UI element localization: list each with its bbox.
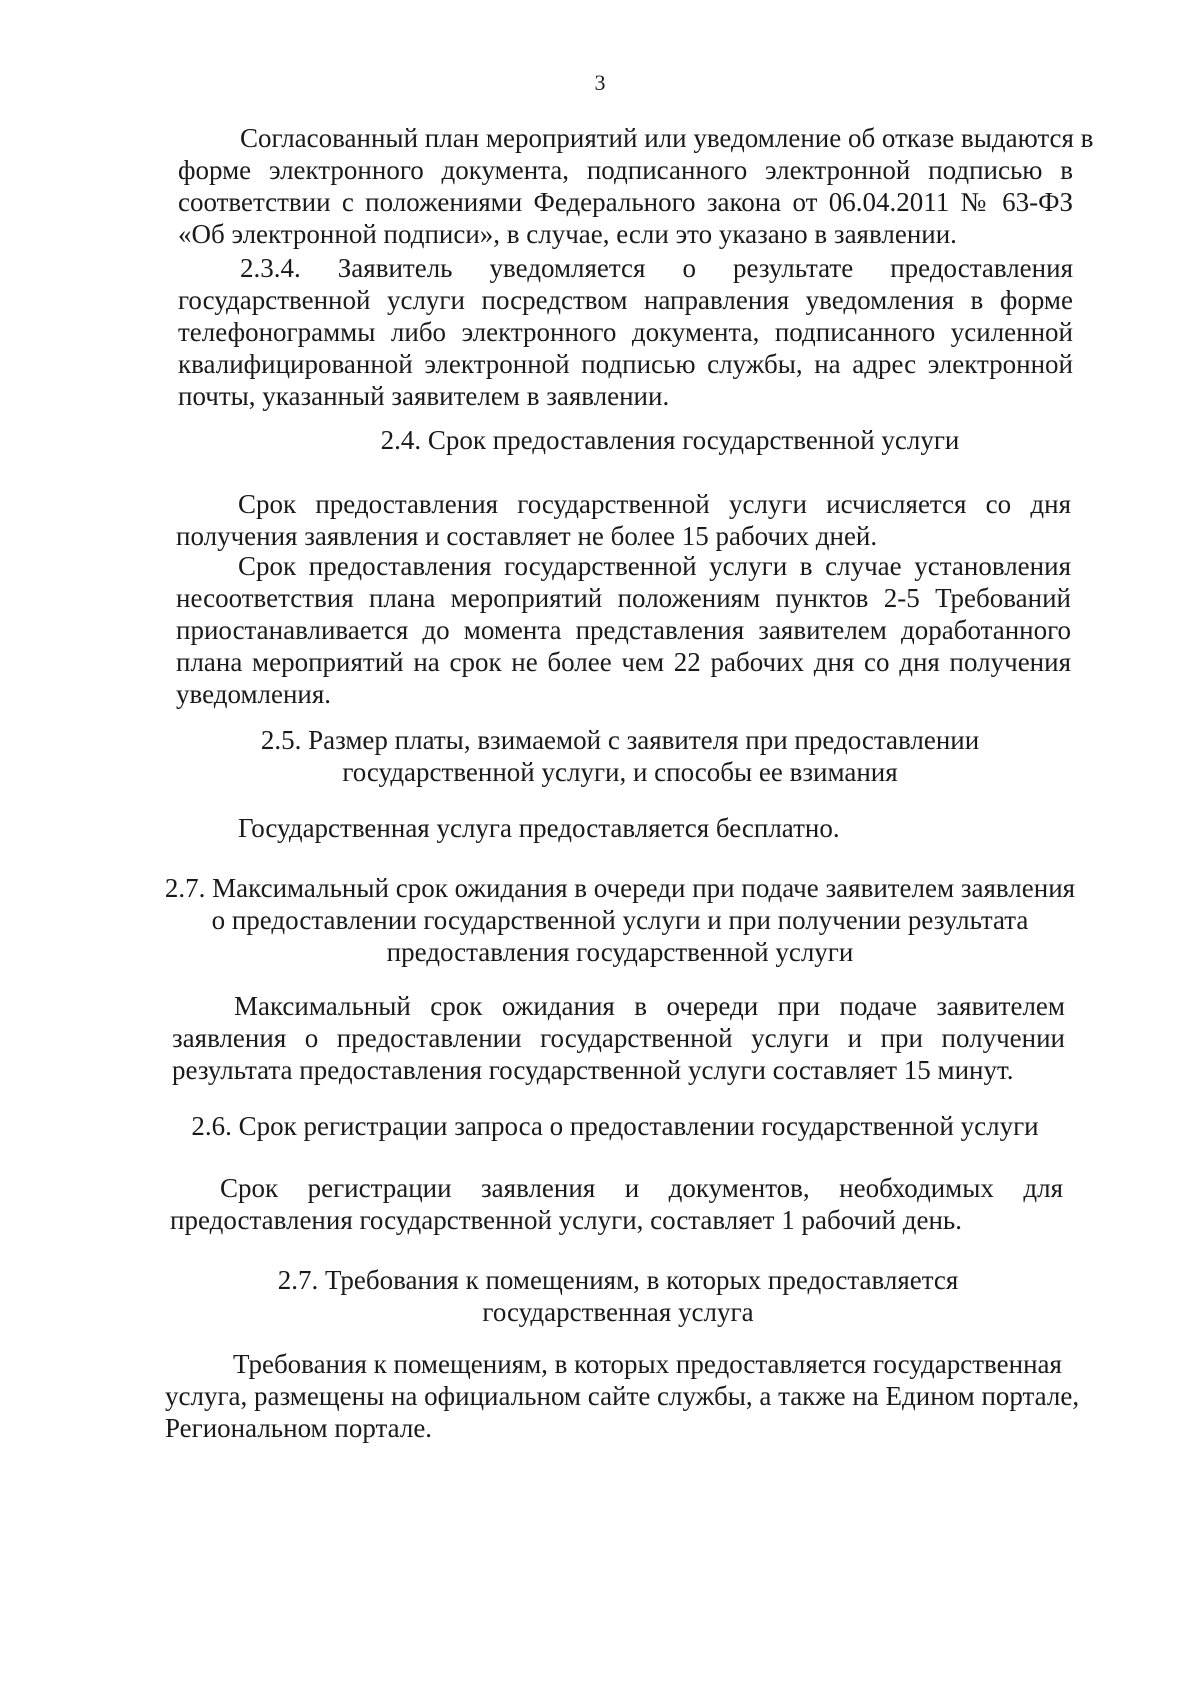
paragraph-registration bbox=[170, 1172, 1063, 1236]
heading-2-4 bbox=[170, 424, 1170, 456]
text-line: заявления о предоставлении государственной услуги и при получении bbox=[172, 1023, 1065, 1053]
paragraph-premises bbox=[165, 1348, 1080, 1444]
text-line: квалифицированной электронной подписью службы, на адрес электронной bbox=[178, 349, 1073, 379]
text-line: «Об электронной подписи», в случае, если это указано в заявлении. bbox=[178, 219, 957, 249]
text-line: государственной услуги посредством направления уведомления в форме bbox=[178, 285, 1073, 315]
text-line: Срок предоставления государственной услуги исчисляется со дня bbox=[238, 489, 1071, 519]
text-line: Государственная услуга предоставляется бесплатно. bbox=[238, 813, 840, 843]
heading-2-6 bbox=[115, 1110, 1115, 1142]
paragraph-queue-time bbox=[172, 990, 1065, 1086]
text-line: 2.3.4. Заявитель уведомляется о результате предоставления bbox=[240, 253, 1073, 283]
heading-line: 2.5. Размер платы, взимаемой с заявителя при предоставлении bbox=[260, 725, 980, 755]
heading-line: 2.7. Требования к помещениям, в которых предоставляется bbox=[277, 1265, 959, 1295]
paragraph-signed-plan bbox=[178, 122, 1094, 250]
paragraph-2-3-4 bbox=[178, 252, 1073, 412]
heading-line: о предоставлении государственной услуги и при получении результата bbox=[211, 905, 1029, 935]
text-line: результата предоставления государственной услуги составляет 15 минут. bbox=[172, 1055, 1014, 1085]
heading-line: 2.7. Максимальный срок ожидания в очереди при подаче заявителем заявления bbox=[164, 873, 1076, 903]
heading-line: государственной услуги, и способы ее взимания bbox=[342, 757, 898, 787]
paragraph-free bbox=[238, 812, 1073, 844]
text-line: приостанавливается до момента представления заявителем доработанного bbox=[176, 615, 1071, 645]
text-line: соответствии с положениями Федерального закона от 06.04.2011 № 63-ФЗ bbox=[178, 187, 1073, 217]
text-line: получения заявления и составляет не более 15 рабочих дней. bbox=[176, 521, 878, 551]
heading-2-5 bbox=[120, 724, 1120, 788]
heading-line: предоставления государственной услуги bbox=[386, 937, 854, 967]
paragraph-suspension bbox=[176, 550, 1071, 710]
text-line: несоответствия плана мероприятий положениям пунктов 2-5 Требований bbox=[176, 583, 1071, 613]
text-line: Срок предоставления государственной услуги в случае установления bbox=[238, 551, 1071, 581]
text-line: телефонограммы либо электронного документа, подписанного усиленной bbox=[178, 317, 1073, 347]
text-line: Согласованный план мероприятий или уведомление об отказе выдаются в bbox=[240, 123, 1094, 153]
heading-line: 2.6. Срок регистрации запроса о предоставлении государственной услуги bbox=[191, 1111, 1039, 1141]
page-number: 3 bbox=[594, 70, 606, 95]
text-line: Срок регистрации заявления и документов, необходимых для bbox=[220, 1173, 1063, 1203]
text-line: Региональном портале. bbox=[165, 1413, 433, 1443]
text-line: предоставления государственной услуги, составляет 1 рабочий день. bbox=[170, 1205, 962, 1235]
text-line: уведомления. bbox=[176, 679, 332, 709]
heading-line: 2.4. Срок предоставления государственной услуги bbox=[380, 425, 960, 455]
text-line: Требования к помещениям, в которых предоставляется государственная bbox=[233, 1349, 1062, 1379]
text-line: форме электронного документа, подписанного электронной подписью в bbox=[178, 155, 1073, 185]
heading-line: государственная услуга bbox=[482, 1297, 754, 1327]
heading-2-7-queue bbox=[120, 872, 1120, 968]
text-line: почты, указанный заявителем в заявлении. bbox=[178, 381, 670, 411]
heading-2-7-premises bbox=[118, 1264, 1118, 1328]
paragraph-term bbox=[176, 488, 1071, 552]
text-line: услуга, размещены на официальном сайте службы, а также на Едином портале, bbox=[165, 1381, 1080, 1411]
text-line: плана мероприятий на срок не более чем 22 рабочих дня со дня получения bbox=[176, 647, 1071, 677]
text-line: Максимальный срок ожидания в очереди при подаче заявителем bbox=[234, 991, 1065, 1021]
